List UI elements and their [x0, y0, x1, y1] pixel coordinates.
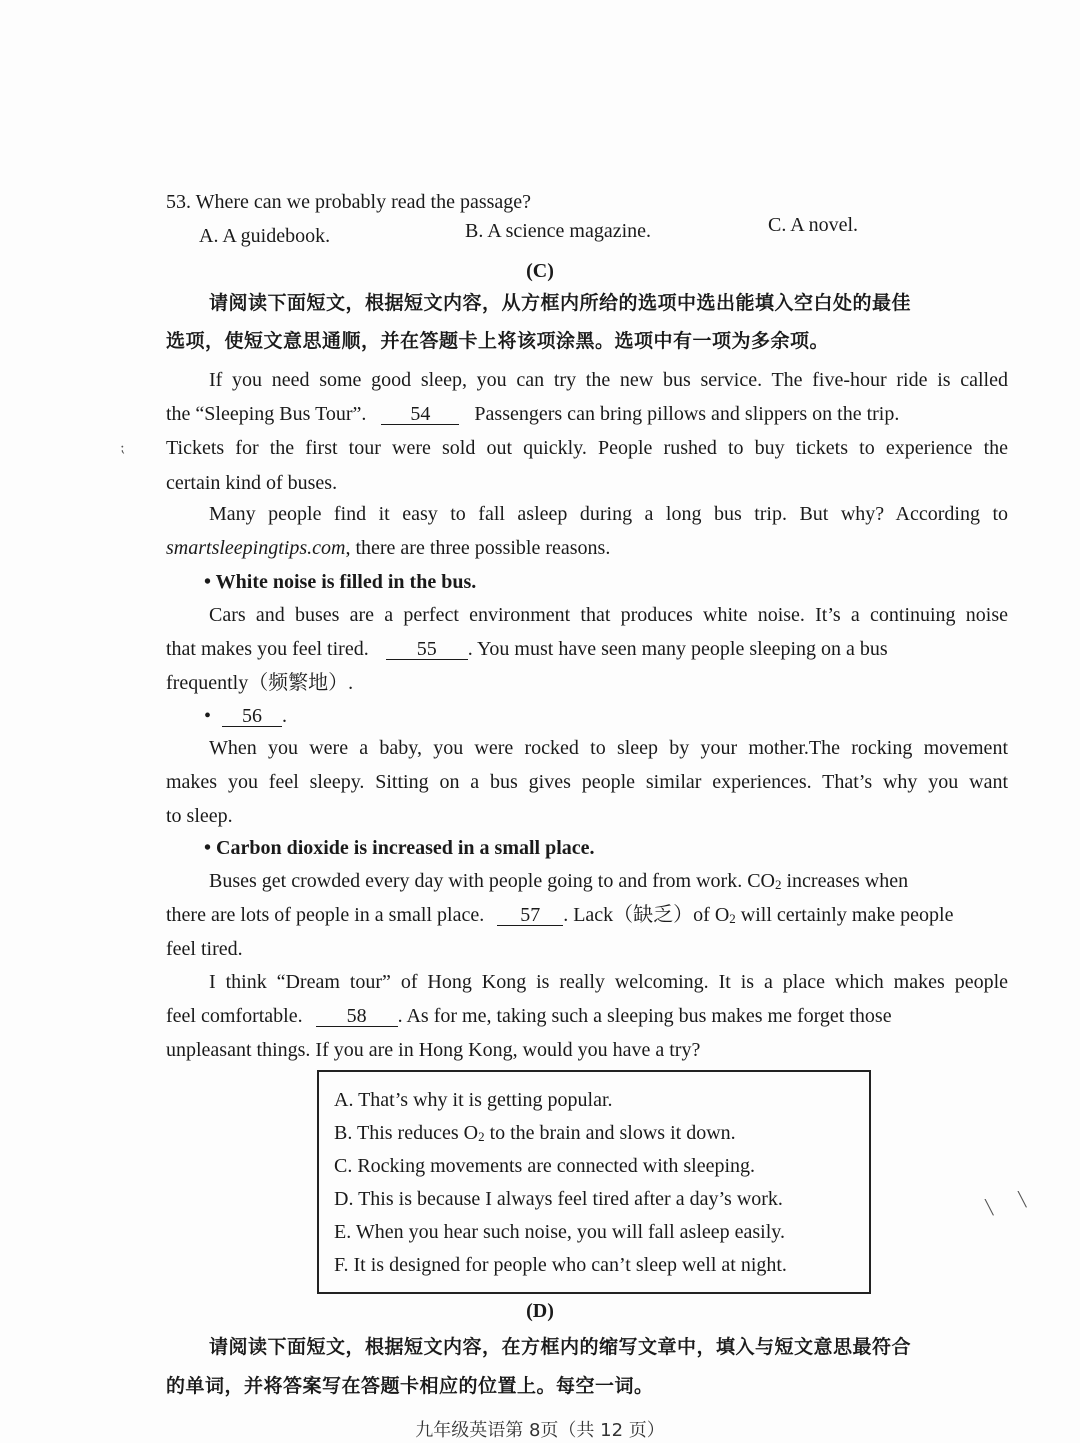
option-b-text-b: to the brain and slows it down. [484, 1122, 736, 1144]
paragraph-6-line-1: I think “Dream tour” of Hong Kong is really welcoming. It is a place which makes people [209, 971, 1008, 993]
section-d-instruction-line1: 请阅读下面短文，根据短文内容，在方框内的缩写文章中，填入与短文意思最符合 [209, 1336, 912, 1358]
option-c: C. Rocking movements are connected with sleeping. [334, 1155, 756, 1177]
paragraph-4-line-3: to sleep. [166, 805, 233, 827]
bullet-white-noise: • White noise is filled in the bus. [204, 571, 477, 593]
blank-54[interactable]: 54 [381, 404, 459, 425]
bullet-2-period: . [282, 705, 288, 727]
paragraph-6-line-2-text-b: . As for me, taking such a sleeping bus makes me forget those [397, 1005, 892, 1027]
website-name: smartsleepingtips.com [166, 537, 346, 559]
option-e: E. When you hear such noise, you will fall asleep easily. [334, 1221, 785, 1243]
section-d-instruction-line2: 的单词，并将答案写在答题卡相应的位置上。每空一词。 [166, 1375, 654, 1397]
bullet-carbon-dioxide: • Carbon dioxide is increased in a small place. [204, 837, 595, 859]
paragraph-5-line-1-text-a: Buses get crowded every day with people going to and from work. CO [209, 870, 775, 892]
blank-56[interactable]: 56 [222, 706, 282, 727]
paragraph-5-line-1 [209, 869, 1008, 893]
bullet-blank-56 [204, 704, 1046, 728]
scan-speck: ╲ [1018, 1193, 1027, 1208]
option-b [334, 1121, 736, 1145]
paragraph-2-line-2-rest: , there are three possible reasons. [345, 537, 611, 559]
section-c-instruction-line2: 选项，使短文意思通顺，并在答题卡上将该项涂黑。选项中有一项为多余项。 [166, 330, 830, 352]
option-b-text-a: B. This reduces O [334, 1122, 479, 1144]
paragraph-5-line-2-text-c: will certainly make people [735, 904, 954, 926]
paragraph-3-line-2-text-b: . You must have seen many people sleeping on a bus [467, 638, 888, 660]
option-a: A. That’s why it is getting popular. [334, 1089, 613, 1111]
section-d-heading: (D) [526, 1300, 554, 1322]
paragraph-2-line-1: Many people find it easy to fall asleep during a long bus trip. But why? According to [209, 503, 1008, 525]
paragraph-5-line-3: feel tired. [166, 938, 243, 960]
question-53-option-a: A. A guidebook. [199, 225, 331, 247]
paragraph-3-line-1: Cars and buses are a perfect environment that produces white noise. It’s a continuing noise [209, 604, 1008, 626]
paragraph-3-line-3: frequently（频繁地）. [166, 672, 354, 694]
paragraph-5-line-2-text-b: . Lack（缺乏）of O [563, 904, 730, 926]
options-box [317, 1070, 871, 1294]
paragraph-6-line-2 [166, 1004, 1008, 1028]
paragraph-1-line-2-text-b: Passengers can bring pillows and slippers on the trip. [474, 403, 900, 425]
blank-58[interactable]: 58 [316, 1006, 398, 1027]
scan-speck: ╲ [985, 1201, 994, 1216]
bullet-dot: • [204, 705, 212, 727]
blank-57[interactable]: 57 [497, 905, 563, 926]
paragraph-1-line-2-text-a: the “Sleeping Bus Tour”. [166, 403, 367, 425]
question-53-option-b: B. A science magazine. [465, 220, 652, 242]
option-d: D. This is because I always feel tired after a day’s work. [334, 1188, 783, 1210]
page-footer: 九年级英语第 8页（共 12 页） [415, 1420, 665, 1441]
option-f: F. It is designed for people who can’t sleep well at night. [334, 1254, 787, 1276]
section-c-instruction-line1: 请阅读下面短文，根据短文内容，从方框内所给的选项中选出能填入空白处的最佳 [209, 292, 912, 314]
option-b-subscript: 2 [478, 1129, 485, 1144]
paragraph-1-line-4: certain kind of buses. [166, 472, 338, 494]
paragraph-5-line-1-text-b: increases when [781, 870, 909, 892]
paragraph-5-line-2 [166, 903, 1008, 927]
paragraph-3-line-2 [166, 637, 1008, 661]
section-c-heading: (C) [526, 260, 554, 282]
paragraph-4-line-2: makes you feel sleepy. Sitting on a bus gives people similar experiences. That’s why you want [166, 771, 1008, 793]
blank-55[interactable]: 55 [386, 639, 468, 660]
scan-speck: ⁏ [120, 441, 125, 456]
paragraph-3-line-2-text-a: that makes you feel tired. [166, 638, 369, 660]
paragraph-6-line-2-text-a: feel comfortable. [166, 1005, 303, 1027]
paragraph-1-line-1: If you need some good sleep, you can try the new bus service. The five-hour ride is called [209, 369, 1008, 391]
paragraph-5-line-2-text-a: there are lots of people in a small place. [166, 904, 485, 926]
paragraph-4-line-1: When you were a baby, you were rocked to sleep by your mother.The rocking movement [209, 737, 1008, 759]
paragraph-1-line-3: Tickets for the first tour were sold out quickly. People rushed to buy tickets to experience the [166, 437, 1008, 459]
paragraph-6-line-3: unpleasant things. If you are in Hong Kong, would you have a try? [166, 1039, 701, 1061]
question-53-option-c: C. A novel. [768, 214, 859, 236]
paragraph-2-line-2 [166, 536, 1008, 560]
question-53-stem: 53. Where can we probably read the passage? [166, 191, 532, 213]
paragraph-1-line-2 [166, 402, 1008, 426]
co2-subscript: 2 [775, 877, 782, 892]
o2-subscript: 2 [729, 911, 736, 926]
